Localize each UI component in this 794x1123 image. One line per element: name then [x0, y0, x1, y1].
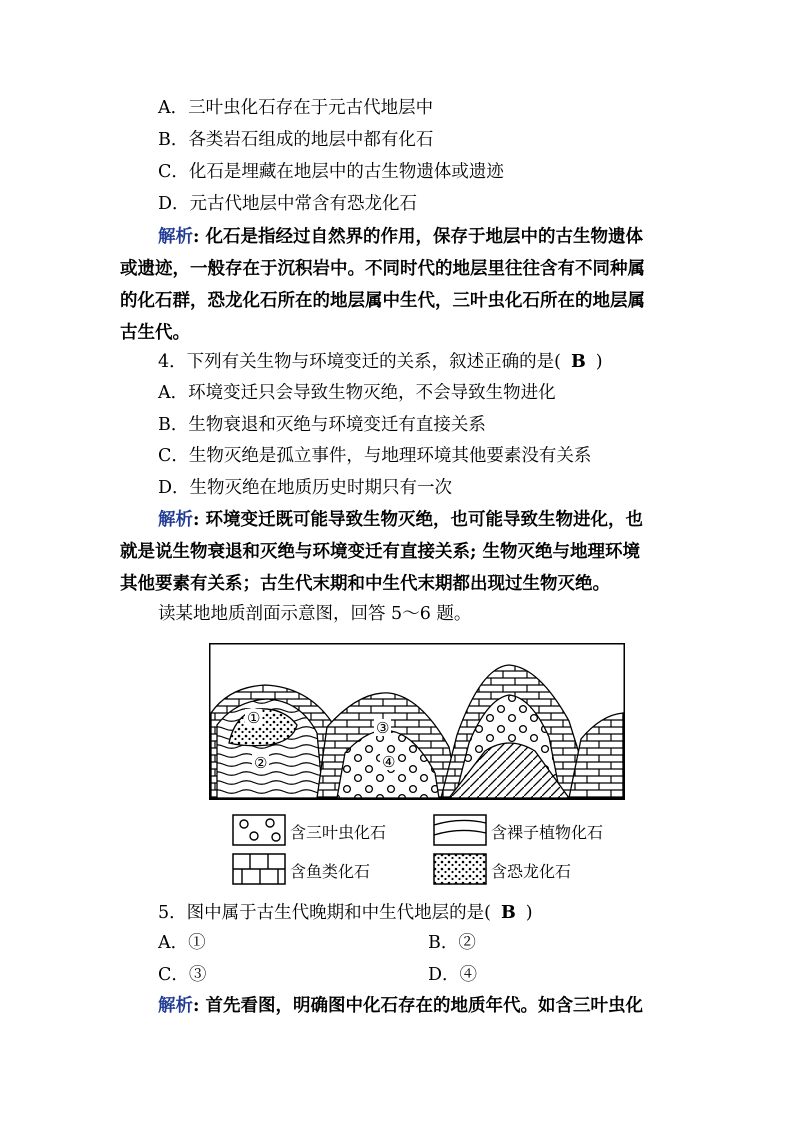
- q3-option-a: A．三叶虫化石存在于元古代地层中: [158, 98, 434, 118]
- q3-option-d: D．元古代地层中常含有恐龙化石: [158, 194, 418, 214]
- marker-1: ①: [247, 709, 261, 727]
- trilobite-swatch-icon: [232, 814, 286, 846]
- q4-analysis-line3: 其他要素有关系；古生代末期和中生代末期都出现过生物灭绝。: [120, 574, 610, 594]
- q4-option-c: C．生物灭绝是孤立事件，与地理环境其他要素没有关系: [158, 446, 592, 466]
- marker-3: ③: [376, 719, 390, 737]
- analysis-label: 解析: [158, 510, 193, 530]
- q3-analysis-line2: 或遗迹，一般存在于沉积岩中。不同时代的地层里往往含有不同种属: [120, 259, 645, 279]
- geologic-section-figure: [209, 643, 625, 800]
- q4-answer: B: [570, 352, 586, 372]
- q4-analysis-line2: 就是说生物衰退和灭绝与环境变迁有直接关系; 生物灭绝与地理环境: [120, 542, 641, 562]
- q4-option-d: D．生物灭绝在地质历史时期只有一次: [158, 478, 453, 498]
- analysis-label: 解析: [158, 227, 193, 247]
- q4-analysis-line1: 解析: 环境变迁既可能导致生物灭绝，也可能导致生物进化，也: [158, 510, 644, 530]
- q5-answer: B: [500, 903, 516, 923]
- q3-option-c: C．化石是埋藏在地层中的古生物遗体或遗迹: [158, 162, 504, 182]
- fish-swatch-icon: [232, 853, 286, 885]
- q4-option-b: B．生物衰退和灭绝与环境变迁有直接关系: [158, 415, 486, 435]
- q3-analysis-line1: 解析: 化石是指经过自然界的作用，保存于地层中的古生物遗体: [158, 227, 644, 247]
- q5-analysis-line1: 解析: 首先看图，明确图中化石存在的地质年代。如含三叶虫化: [158, 996, 644, 1016]
- marker-2: ②: [254, 754, 268, 772]
- q5-option-d: D．④: [428, 965, 478, 985]
- figure-intro: 读某地地质剖面示意图，回答 5～6 题。: [158, 604, 472, 624]
- dinosaur-swatch-icon: [433, 853, 487, 885]
- q5-option-a: A．①: [158, 933, 206, 953]
- q5-option-b: B．②: [428, 933, 476, 953]
- q3-analysis-line3: 的化石群，恐龙化石所在的地层属中生代，三叶虫化石所在的地层属: [120, 291, 645, 311]
- q4-stem: 4．下列有关生物与环境变迁的关系，叙述正确的是( B ): [158, 352, 603, 372]
- q5-option-c: C．③: [158, 965, 207, 985]
- q3-analysis-line4: 古生代。: [120, 323, 190, 343]
- analysis-label: 解析: [158, 996, 193, 1016]
- q4-option-a: A．环境变迁只会导致生物灭绝，不会导致生物进化: [158, 383, 556, 403]
- marker-4: ④: [382, 753, 396, 771]
- gymnosperm-swatch-icon: [433, 814, 487, 846]
- q5-stem: 5．图中属于古生代晚期和中生代地层的是( B ): [158, 903, 533, 923]
- q3-option-b: B．各类岩石组成的地层中都有化石: [158, 130, 434, 150]
